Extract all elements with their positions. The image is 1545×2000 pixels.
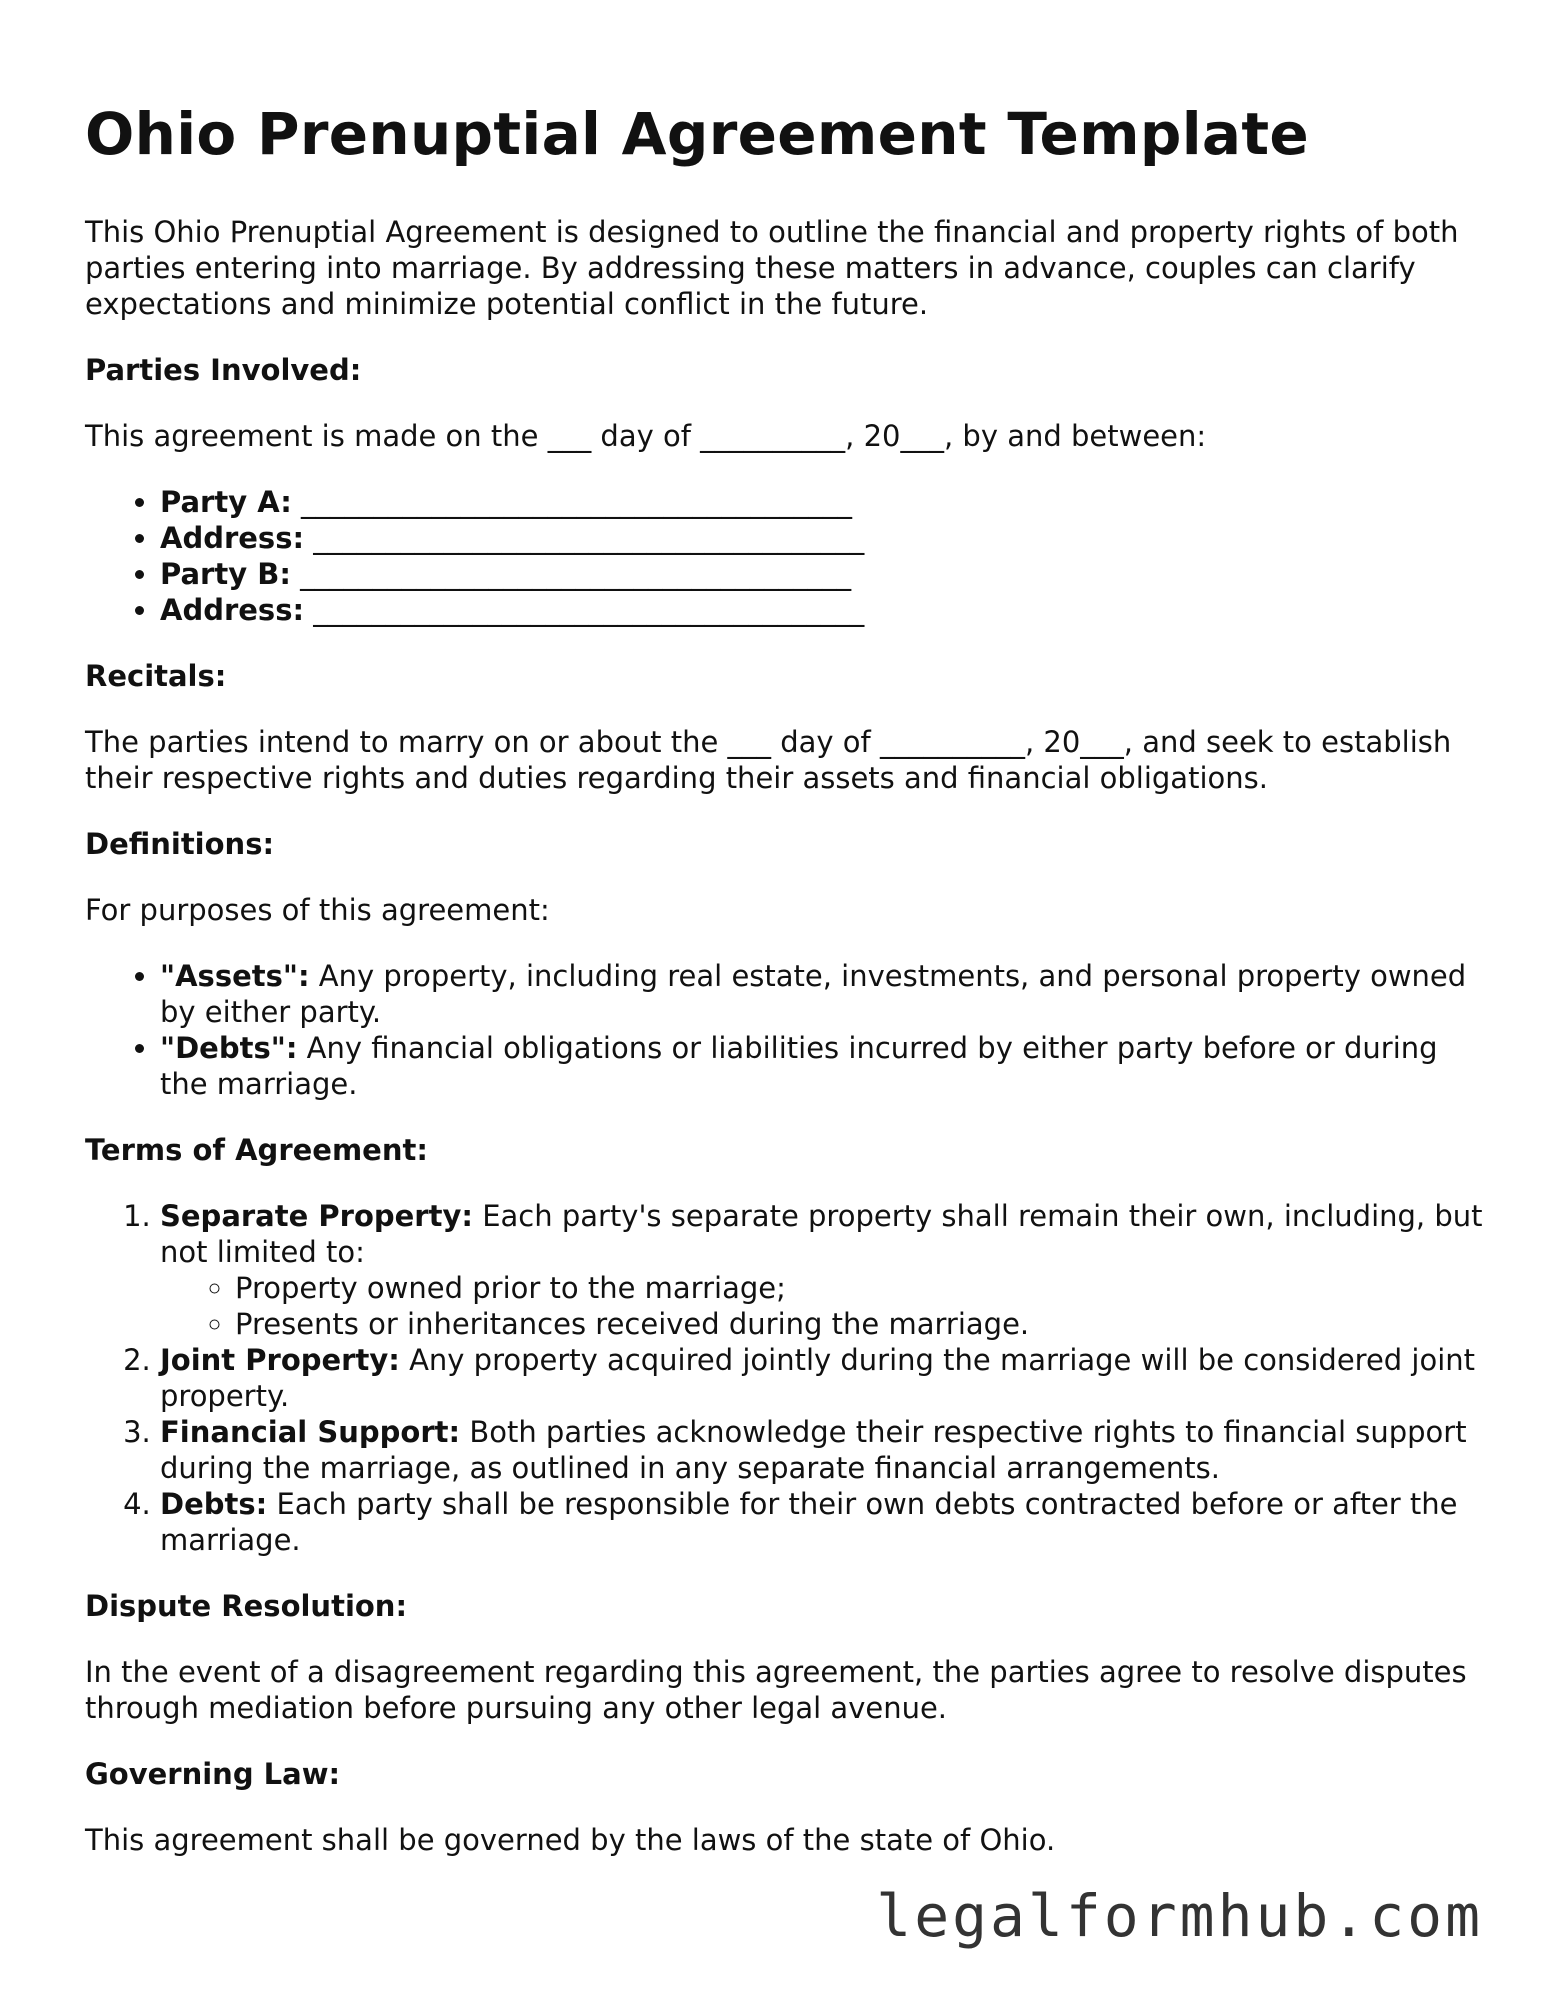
list-item [160, 958, 1485, 1030]
list-item [160, 484, 1485, 520]
party-b-address-label: Address: [160, 592, 305, 627]
party-a-line: ______________________________________ [301, 484, 853, 519]
term-financial-support-text: Both parties acknowledge their respective rights to financial support during the marriage, as outlined in any separate financial arrangements. [160, 1414, 1467, 1485]
party-a-address-line: ______________________________________ [313, 520, 865, 555]
separate-property-sublist [160, 1270, 1485, 1342]
dispute-heading: Dispute Resolution: [85, 1588, 408, 1623]
list-item [160, 1198, 1485, 1342]
list-item [160, 1414, 1485, 1486]
list-item: ◦ Presents or inheritances received during the marriage. [235, 1306, 1485, 1342]
term-joint-property-label: Joint Property: [160, 1342, 400, 1377]
party-a-label: Party A: [160, 484, 292, 519]
term-debts-label: Debts: [160, 1486, 268, 1521]
term-joint-property-text: Any property acquired jointly during the marriage will be considered joint property. [160, 1342, 1476, 1413]
definition-term-debts: "Debts": [160, 1030, 298, 1065]
list-item [160, 592, 1485, 628]
definition-term-assets: "Assets": [160, 958, 310, 993]
list-item [160, 556, 1485, 592]
party-a-address-label: Address: [160, 520, 305, 555]
dispute-text: In the event of a disagreement regarding this agreement, the parties agree to resolve disputes through mediation before pursuing any other legal avenue. [85, 1654, 1467, 1725]
intro-paragraph: This Ohio Prenuptial Agreement is designed to outline the financial and property rights of both parties entering into marriage. By addressing these matters in advance, couples can clarify expectations and minimize potential conflict in the future. [85, 214, 1459, 321]
parties-heading: Parties Involved: [85, 352, 362, 387]
definitions-intro: For purposes of this agreement: [85, 892, 550, 927]
list-item [160, 1342, 1485, 1414]
governing-law-heading: Governing Law: [85, 1756, 341, 1791]
document-page [85, 100, 1485, 1888]
document-title: Ohio Prenuptial Agreement Template [85, 100, 1309, 168]
party-b-address-line: ______________________________________ [313, 592, 865, 627]
list-item [160, 1030, 1485, 1102]
terms-list [85, 1198, 1485, 1558]
parties-statement: This agreement is made on the ___ day of __________, 20___, by and between: [85, 418, 1207, 453]
definition-text-assets: Any property, including real estate, investments, and personal property owned by either party. [160, 958, 1467, 1029]
list-item [160, 1486, 1485, 1558]
list-item: ◦ Property owned prior to the marriage; [235, 1270, 1485, 1306]
parties-list [85, 484, 1485, 628]
definitions-list [85, 958, 1485, 1102]
list-item [160, 520, 1485, 556]
term-separate-property-label: Separate Property: [160, 1198, 473, 1233]
term-debts-text: Each party shall be responsible for their own debts contracted before or after the marriage. [160, 1486, 1458, 1557]
definition-text-debts: Any financial obligations or liabilities incurred by either party before or during the marriage. [160, 1030, 1438, 1101]
site-watermark: legalformhub.com [876, 1882, 1483, 1950]
party-b-label: Party B: [160, 556, 291, 591]
recitals-heading: Recitals: [85, 658, 227, 693]
terms-heading: Terms of Agreement: [85, 1132, 428, 1167]
term-financial-support-label: Financial Support: [160, 1414, 461, 1449]
definitions-heading: Definitions: [85, 826, 275, 861]
party-b-line: ______________________________________ [300, 556, 852, 591]
recitals-text: The parties intend to marry on or about the ___ day of __________, 20___, and seek to establish their respective rights and duties regarding their assets and financial obligations. [85, 724, 1452, 795]
governing-law-text: This agreement shall be governed by the laws of the state of Ohio. [85, 1822, 1056, 1857]
term-separate-property-text: Each party's separate property shall remain their own, including, but not limited to: [160, 1198, 1483, 1269]
